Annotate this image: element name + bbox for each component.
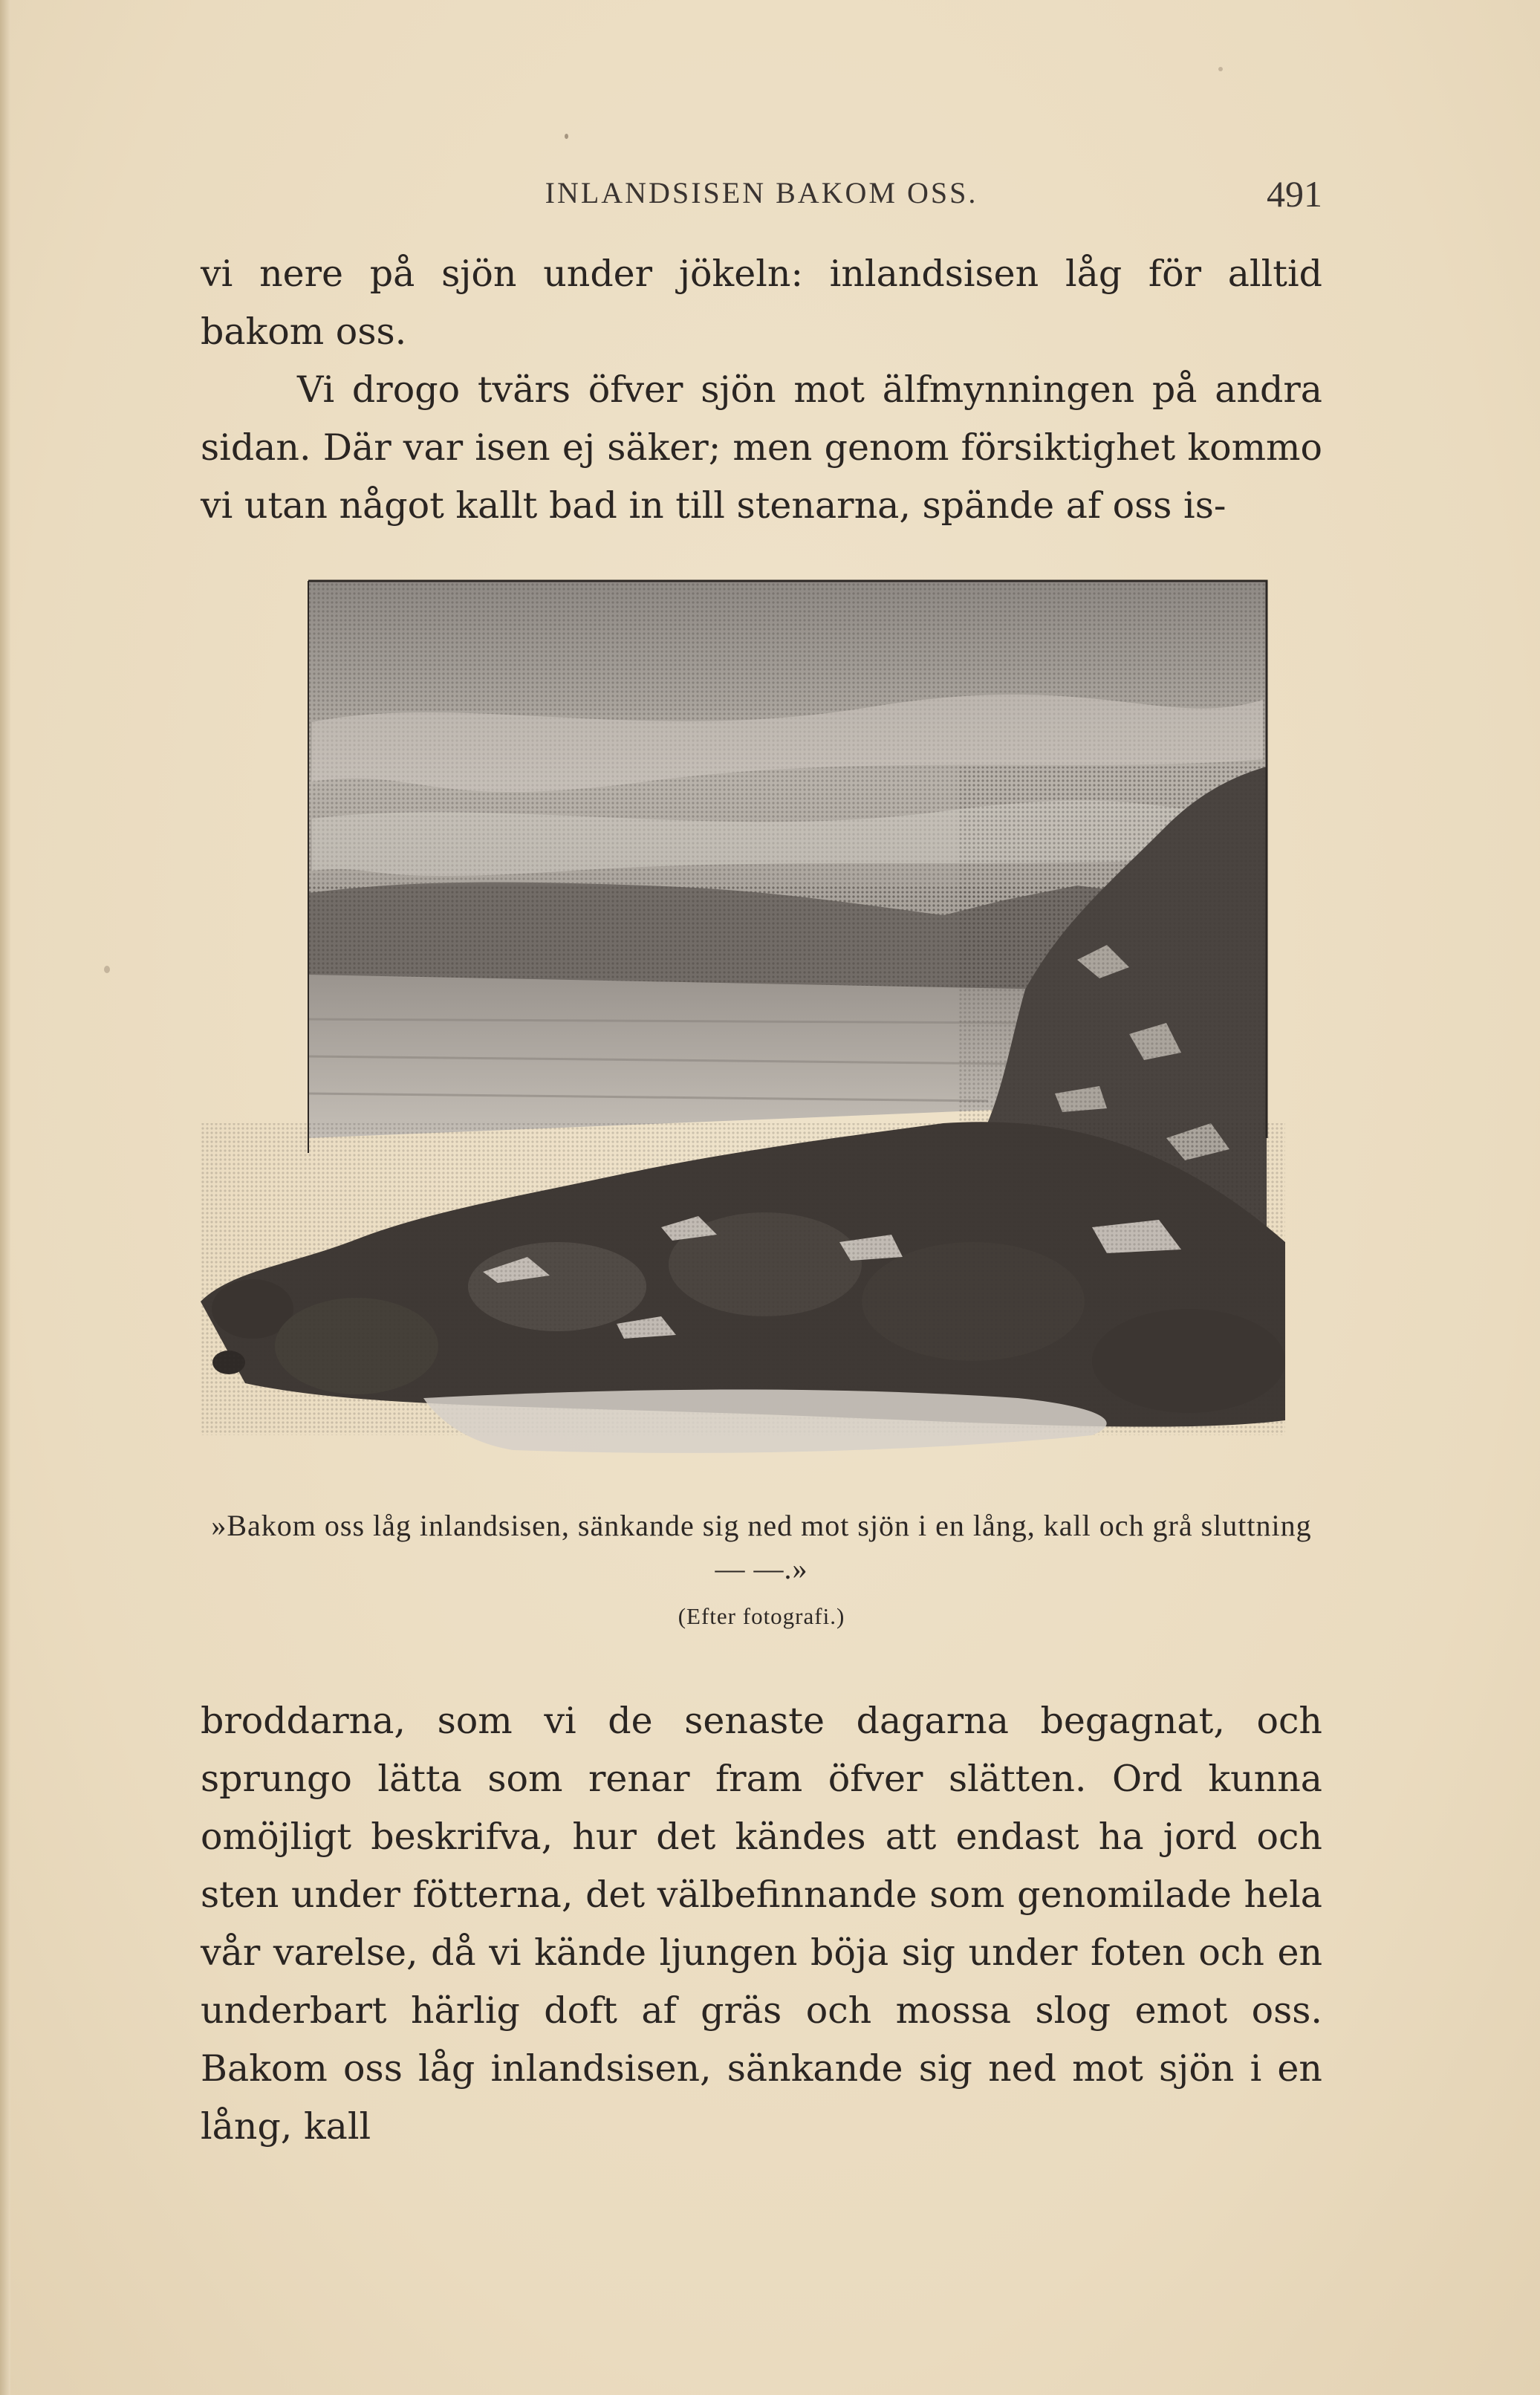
paragraph-continuation: vi nere på sjön under jökeln: inlandsisen låg för alltid bakom oss. (201, 253, 1322, 353)
running-title: INLANDSISEN BAKOM OSS. (545, 176, 978, 209)
page-number: 491 (1267, 173, 1322, 215)
paper-speck (1218, 67, 1223, 71)
lake-photograph-illustration (201, 573, 1307, 1480)
paragraph-continuation: broddarna, som vi de senaste dagarna begagnat, och sprungo lätta som renar fram öfver slätten. Ord kunna omöjligt beskrifva, hur det kändes att endast ha jord och sten under fötterna, det välbefinnande som genomilade hela vår varelse, då vi kände ljungen böja sig under foten och en underbart härlig doft af gräs och mossa slog emot oss. Bakom oss låg inlandsisen, sänkande sig ned mot sjön i en lång, kall (201, 1700, 1322, 2148)
paper-speck (565, 134, 568, 139)
running-head (201, 173, 1322, 215)
paragraph: Vi drogo tvärs öfver sjön mot älfmynningen på andra sidan. Där var isen ej säker; men genom försiktighet kommo vi utan något kallt bad in till stenarna, spände af oss is- (201, 368, 1322, 527)
landscape-engraving (201, 573, 1307, 1480)
snow-bank (423, 1389, 1107, 1452)
figure-source: (Efter fotografi.) (678, 1603, 845, 1629)
figure-caption: »Bakom oss låg inlandsisen, sänkande sig ned mot sjön i en lång, kall och grå sluttning — —.» (211, 1509, 1312, 1585)
text-block-top (201, 245, 1322, 535)
paper-speck (104, 966, 110, 973)
lake (308, 975, 1055, 1138)
text-block-bottom (201, 1692, 1322, 2156)
